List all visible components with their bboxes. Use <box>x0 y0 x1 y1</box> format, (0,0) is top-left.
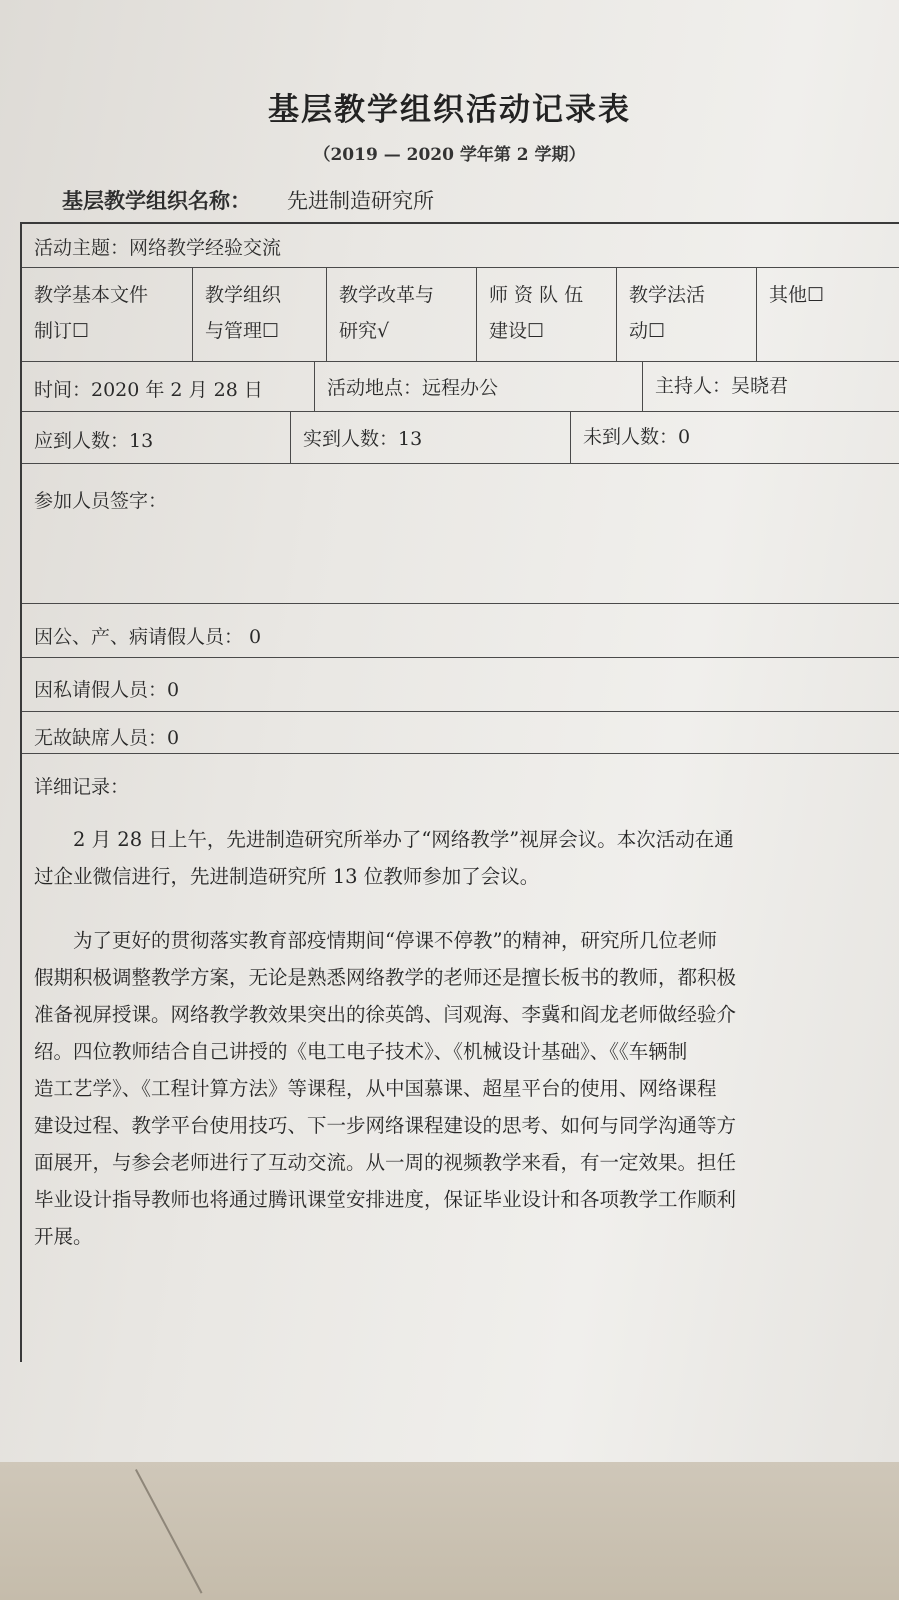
detail-p1-line: 过企业微信进行，先进制造研究所 13 位教师参加了会议。 <box>34 865 540 888</box>
actual-count: 实到人数：13 <box>303 428 423 450</box>
absent-count: 未到人数：0 <box>583 426 691 448</box>
record-form-table <box>20 222 899 1362</box>
form-title: 基层教学组织活动记录表 <box>268 92 631 128</box>
category-row <box>22 268 899 362</box>
detail-paragraph-2 <box>34 922 899 1255</box>
activity-host: 主持人：吴晓君 <box>655 375 789 397</box>
organization-name: 先进制造研究所 <box>287 189 434 213</box>
signature-label: 参加人员签字： <box>34 490 168 512</box>
organization-label: 基层教学组织名称： <box>62 188 251 213</box>
category-organization-management: 教学组织 与管理☐ <box>192 268 326 361</box>
floor-background <box>0 1462 899 1600</box>
detail-heading: 详细记录： <box>34 776 130 798</box>
category-other: 其他☐ <box>756 268 899 361</box>
info-row <box>22 362 899 412</box>
detail-p2-line: 开展。 <box>34 1225 93 1248</box>
category-basic-docs: 教学基本文件 制订☐ <box>34 284 149 342</box>
detail-paragraph-1 <box>34 821 899 895</box>
organization-line <box>62 185 434 215</box>
category-reform-research: 教学改革与 研究√ <box>326 268 476 361</box>
personal-leave: 因私请假人员：0 <box>34 679 180 701</box>
unexcused-row <box>22 712 899 754</box>
activity-time: 时间：2020 年 2 月 28 日 <box>34 379 263 401</box>
activity-theme: 活动主题：网络教学经验交流 <box>34 237 282 259</box>
personal-leave-row <box>22 658 899 712</box>
signature-row <box>22 464 899 604</box>
attendance-row <box>22 412 899 464</box>
category-teaching-method: 教学法活 动☐ <box>616 268 756 361</box>
detail-p2-line: 建设过程、教学平台使用技巧、下一步网络课程建设的思考、如何与同学沟通等方 <box>34 1114 737 1137</box>
detail-p2-line: 准备视屏授课。网络教学教效果突出的徐英鸽、闫观海、李冀和阎龙老师做经验介 <box>34 1003 737 1026</box>
detail-p2-line: 假期积极调整教学方案，无论是熟悉网络教学的老师还是擅长板书的教师，都积极 <box>34 966 737 989</box>
detail-p2-line: 毕业设计指导教师也将通过腾讯课堂安排进度，保证毕业设计和各项教学工作顺利 <box>34 1188 737 1211</box>
detail-p2-line: 面展开，与参会老师进行了互动交流。从一周的视频教学来看，有一定效果。担任 <box>34 1151 737 1174</box>
detail-record-area <box>22 754 899 1364</box>
academic-term: （2019 — 2020 学年第 2 学期） <box>313 145 586 165</box>
detail-p2-line: 造工艺学》、《工程计算方法》等课程，从中国慕课、超星平台的使用、网络课程 <box>34 1077 717 1100</box>
detail-p2-line: 为了更好的贯彻落实教育部疫情期间“停课不停教”的精神，研究所几位老师 <box>34 929 717 952</box>
category-faculty-building: 师 资 队 伍 建设☐ <box>476 268 616 361</box>
unexcused-absence: 无故缺席人员：0 <box>34 727 180 749</box>
official-leave-row <box>22 604 899 658</box>
official-leave: 因公、产、病请假人员： 0 <box>34 626 262 648</box>
theme-row <box>22 224 899 268</box>
activity-location: 活动地点：远程办公 <box>327 377 499 399</box>
expected-count: 应到人数：13 <box>34 430 154 452</box>
detail-p2-line: 绍。四位教师结合自己讲授的《电工电子技术》、《机械设计基础》、《《车辆制 <box>34 1040 688 1063</box>
detail-p1-line: 2 月 28 日上午，先进制造研究所举办了“网络教学”视屏会议。本次活动在通 <box>34 828 734 851</box>
